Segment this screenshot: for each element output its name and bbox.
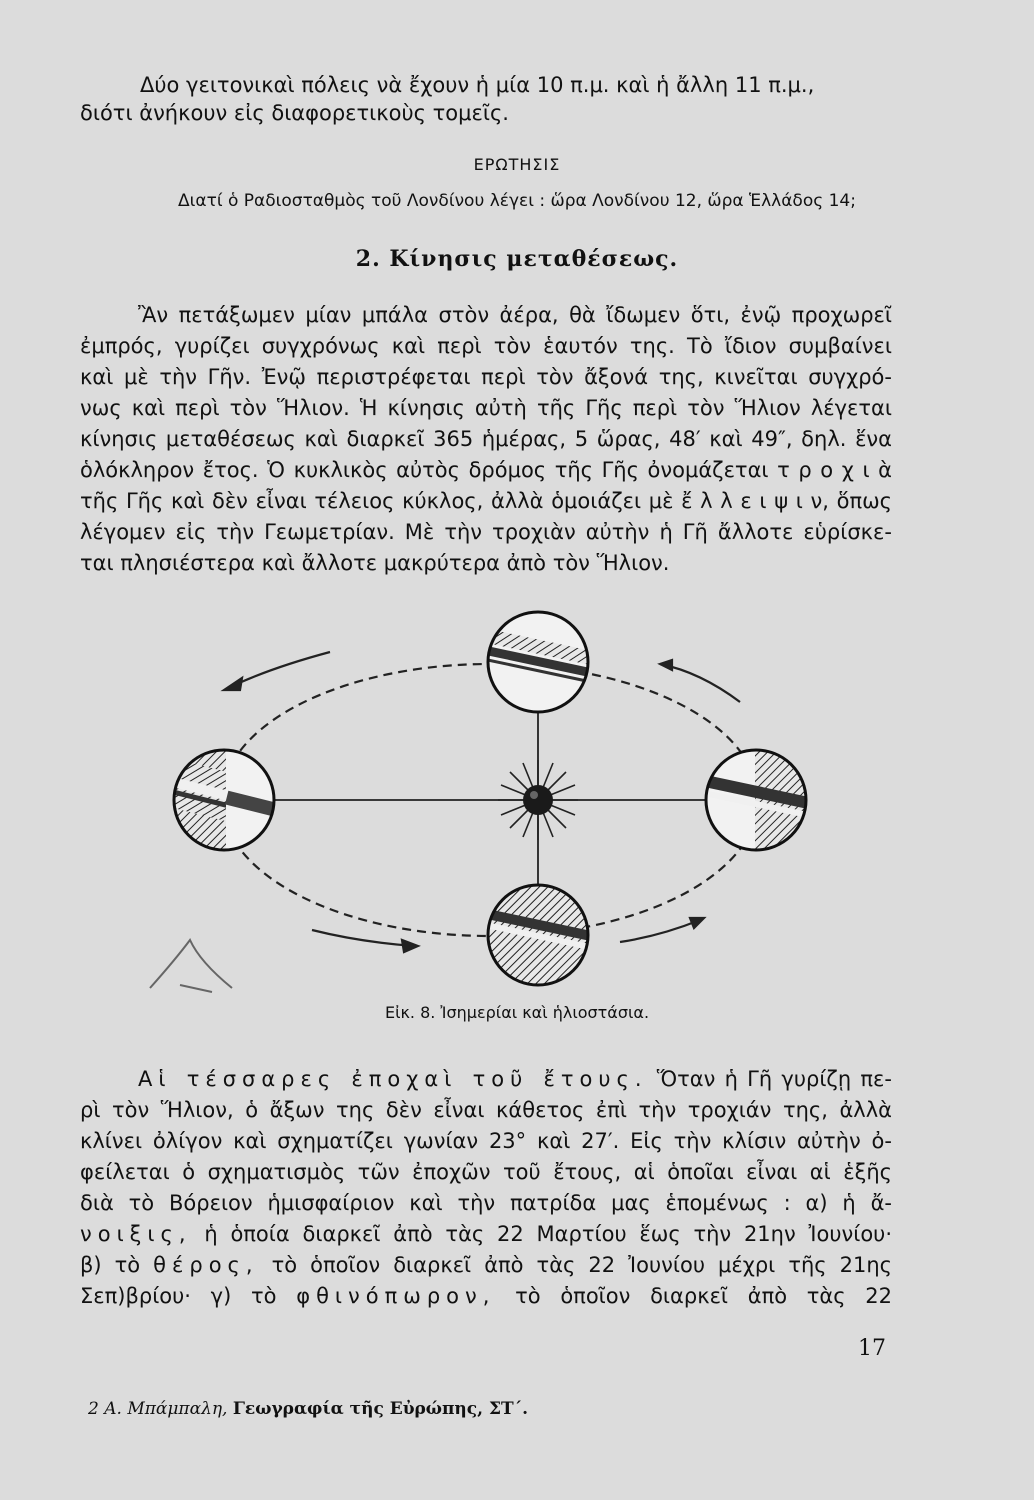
paragraph-line: νως καὶ περὶ τὸν Ἥλιον. Ἡ κίνησις αὐτὴ τῆς Γῆς περὶ τὸν Ἥλιον λέγεται: [80, 396, 892, 420]
seasons-line-8-rest: τὸ ὁποῖον διαρκεῖ ἀπὸ τὰς 22: [515, 1284, 893, 1308]
question-heading: ΕΡΩΤΗΣΙΣ: [473, 155, 561, 174]
footer-book-title: Γεωγραφία τῆς Εὐρώπης, ΣΤ΄.: [232, 1399, 529, 1419]
season-spring: νοιξις,: [80, 1222, 192, 1246]
paragraph-line: ρὶ τὸν Ἥλιον, ὁ ἄξων της δὲν εἶναι κάθετος ἐπὶ τὴν τροχιάν της, ἀλλὰ: [80, 1098, 892, 1122]
intro-line-1: Δύο γειτονικαὶ πόλεις νὰ ἔχουν ἡ μία 10 π.μ. καὶ ἡ ἄλλη 11 π.μ.,: [140, 73, 815, 97]
seasons-line-6-rest: ἡ ὁποία διαρκεῖ ἀπὸ τὰς 22 Μαρτίου ἕως τὴν 21ην Ἰουνίου·: [204, 1222, 892, 1246]
sun-icon: [498, 760, 578, 840]
seasons-line-8-pre: Σεπ)βρίου· γ) τὸ: [80, 1284, 277, 1308]
earth-equinox-right: [700, 748, 822, 858]
section-title: 2. Κίνησις μεταθέσεως.: [355, 246, 679, 272]
seasons-line-7-pre: β) τὸ: [80, 1253, 141, 1277]
earth-solstice-top: [477, 612, 611, 712]
orbit-figure: [0, 600, 1034, 1000]
paragraph-line: [80, 1221, 892, 1247]
question-text: Διατί ὁ Ραδιοσταθμὸς τοῦ Λονδίνου λέγει : ὥρα Λονδίνου 12, ὥρα Ἑλλάδος 14;: [178, 191, 856, 211]
pencil-mark: [150, 940, 232, 992]
earth-equinox-left: [167, 748, 295, 858]
earth-solstice-bottom: [478, 885, 609, 985]
paragraph-line: κλίνει ὀλίγον καὶ σχηματίζει γωνίαν 23° καὶ 27′. Εἰς τὴν κλίσιν αὐτὴν ὀ-: [80, 1129, 892, 1153]
paragraph-line: τῆς Γῆς καὶ δὲν εἶναι τέλειος κύκλος, ἀλλὰ ὁμοιάζει μὲ ἔ λ λ ε ι ψ ι ν, ὅπως: [80, 489, 892, 513]
intro-line-2: διότι ἀνήκουν εἰς διαφορετικοὺς τομεῖς.: [80, 101, 509, 125]
paragraph-line: ται πλησιέστερα καὶ ἄλλοτε μακρύτερα ἀπὸ τὸν Ἥλιον.: [80, 551, 670, 575]
paragraph-line: φείλεται ὁ σχηματισμὸς τῶν ἐποχῶν τοῦ ἔτους, αἱ ὁποῖαι εἶναι αἱ ἑξῆς: [80, 1160, 892, 1184]
direction-arrows: [224, 652, 740, 952]
figure-caption: Εἰκ. 8. Ἰσημερίαι καὶ ἡλιοστάσια.: [384, 1003, 650, 1022]
paragraph-line: κίνησις μεταθέσεως καὶ διαρκεῖ 365 ἡμέρας, 5 ὥρας, 48′ καὶ 49″, δηλ. ἕνα: [80, 427, 892, 451]
paragraph-line: [80, 1283, 892, 1309]
seasons-lead: Αἱ τέσσαρες ἐποχαὶ τοῦ ἔτους.: [138, 1067, 648, 1091]
paragraph-line: [80, 1252, 892, 1278]
footer-signature: 2: [88, 1399, 99, 1419]
seasons-line-7-rest: τὸ ὁποῖον διαρκεῖ ἀπὸ τὰς 22 Ἰουνίου μέχρι τῆς 21ης: [271, 1253, 892, 1277]
seasons-line-1-rest: Ὅταν ἡ Γῆ γυρίζῃ πε-: [656, 1067, 892, 1091]
page-number: 17: [858, 1336, 886, 1361]
footer-signature-line: [88, 1396, 528, 1422]
paragraph-line: διὰ τὸ Βόρειον ἡμισφαίριον καὶ τὴν πατρίδα μας ἑπομένως : α) ἡ ἄ-: [80, 1191, 892, 1215]
paragraph-line: λέγομεν εἰς τὴν Γεωμετρίαν. Μὲ τὴν τροχιὰν αὐτὴν ἡ Γῆ ἄλλοτε εὑρίσκε-: [80, 520, 892, 544]
season-summer: θέρος,: [153, 1253, 259, 1277]
paragraph-line: [80, 1066, 892, 1092]
paragraph-line: ἐμπρός, γυρίζει συγχρόνως καὶ περὶ τὸν ἑαυτόν της. Τὸ ἴδιον συμβαίνει: [80, 334, 892, 358]
paragraph-line: Ἂν πετάξωμεν μίαν μπάλα στὸν ἀέρα, θὰ ἴδωμεν ὅτι, ἐνῷ προχωρεῖ: [138, 303, 892, 327]
season-autumn: φθινόπωρον,: [296, 1284, 496, 1308]
footer-author: Α. Μπάμπαλη,: [104, 1399, 228, 1419]
paragraph-line: καὶ μὲ τὴν Γῆν. Ἐνῷ περιστρέφεται περὶ τὸν ἄξονά της, κινεῖται συγχρό-: [80, 365, 892, 389]
paragraph-line: ὁλόκληρον ἔτος. Ὁ κυκλικὸς αὐτὸς δρόμος τῆς Γῆς ὀνομάζεται τ ρ ο χ ι ὰ: [80, 458, 892, 482]
